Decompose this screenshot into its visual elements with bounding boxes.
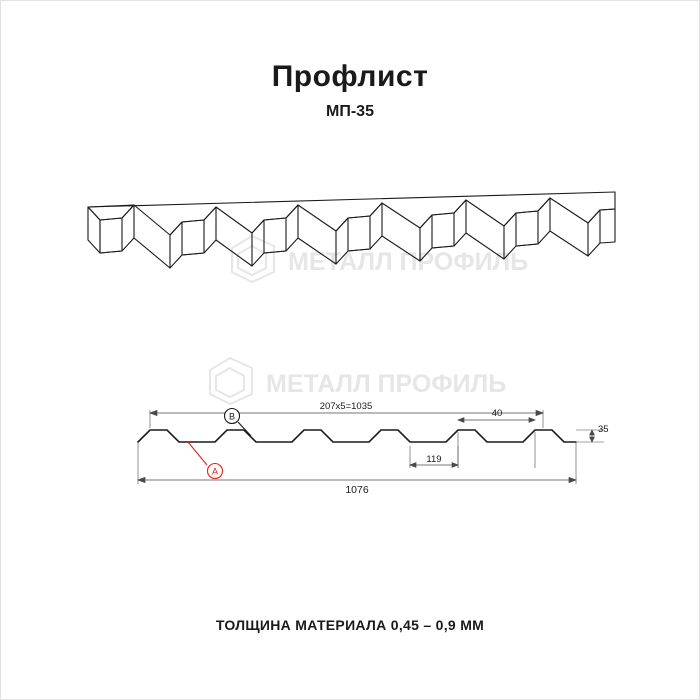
dim-line-total-width	[138, 477, 576, 482]
watermark-text-2: МЕТАЛЛ ПРОФИЛЬ	[266, 370, 507, 398]
product-model-label: МП-35	[326, 103, 374, 120]
dim-line-height	[590, 430, 595, 442]
dim-total-width-label: 1076	[345, 484, 369, 496]
page-title: Профлист	[271, 60, 429, 93]
section-view	[110, 380, 610, 500]
callout-a-label: A	[211, 466, 219, 477]
callout-a	[188, 442, 223, 479]
callout-b-label: B	[228, 411, 236, 422]
material-thickness-note: ТОЛЩИНА МАТЕРИАЛА 0,45 – 0,9 ММ	[215, 617, 485, 633]
dim-rib-top-label: 40	[491, 408, 503, 419]
profile-cross-section-path	[138, 430, 576, 442]
dim-height-label: 35	[598, 424, 609, 435]
watermark-text-1: МЕТАЛЛ ПРОФИЛЬ	[288, 248, 529, 276]
callout-b	[225, 409, 252, 437]
isometric-view	[70, 165, 630, 305]
dim-rib-pitch-label: 119	[426, 454, 442, 465]
dim-useful-width-label: 207х5=1035	[319, 401, 373, 412]
